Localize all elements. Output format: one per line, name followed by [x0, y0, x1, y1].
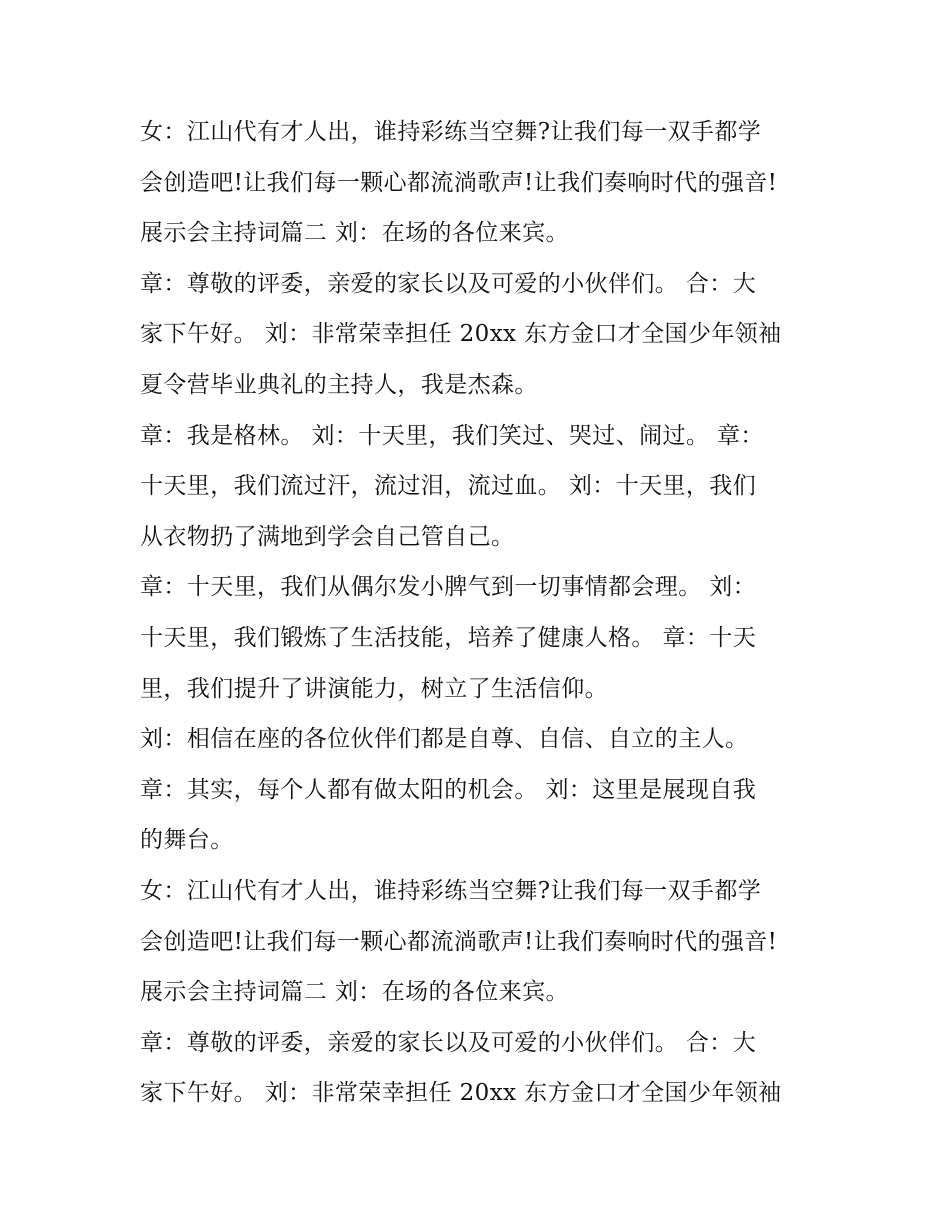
- text-line: 展示会主持词篇二 刘：在场的各位来宾。: [140, 979, 569, 1006]
- text-line: 章：其实，每个人都有做太阳的机会。 刘：这里是展现自我: [140, 776, 757, 803]
- text-line: 十天里，我们锻炼了生活技能，培养了健康人格。 章：十天: [140, 624, 757, 651]
- text-line: 女：江山代有才人出，谁持彩练当空舞?让我们每一双手都学: [140, 119, 762, 145]
- text-line: 家下午好。 刘：非常荣幸担任 20xx 东方金口才全国少年领袖: [140, 321, 782, 348]
- text-line: 从衣物扔了满地到学会自己管自己。: [140, 523, 515, 550]
- text-line: 会创造吧!让我们每一颗心都流淌歌声!让我们奏响时代的强音!: [140, 169, 778, 196]
- text-line: 的舞台。: [140, 827, 234, 854]
- text-line: 章：尊敬的评委，亲爱的家长以及可爱的小伙伴们。 合：大: [140, 1029, 757, 1056]
- text-line: 刘：相信在座的各位伙伴们都是自尊、自信、自立的主人。: [140, 726, 749, 753]
- text-line: 里，我们提升了讲演能力，树立了生活信仰。: [140, 675, 608, 702]
- text-line: 会创造吧!让我们每一颗心都流淌歌声!让我们奏响时代的强音!: [140, 928, 778, 955]
- text-line: 章：尊敬的评委，亲爱的家长以及可爱的小伙伴们。 合：大: [140, 270, 757, 297]
- text-line: 章：我是格林。 刘：十天里，我们笑过、哭过、闹过。 章：: [140, 422, 764, 449]
- text-line: 女：江山代有才人出，谁持彩练当空舞?让我们每一双手都学: [140, 877, 762, 904]
- text-line: 章：十天里，我们从偶尔发小脾气到一切事情都会理。 刘：: [140, 574, 757, 601]
- text-line: 夏令营毕业典礼的主持人，我是杰森。: [140, 371, 538, 398]
- text-line: 家下午好。 刘：非常荣幸担任 20xx 东方金口才全国少年领袖: [140, 1080, 782, 1107]
- text-line: 展示会主持词篇二 刘：在场的各位来宾。: [140, 220, 569, 247]
- text-line: 十天里，我们流过汗，流过泪，流过血。 刘：十天里，我们: [140, 473, 757, 500]
- document-body: [140, 107, 820, 1119]
